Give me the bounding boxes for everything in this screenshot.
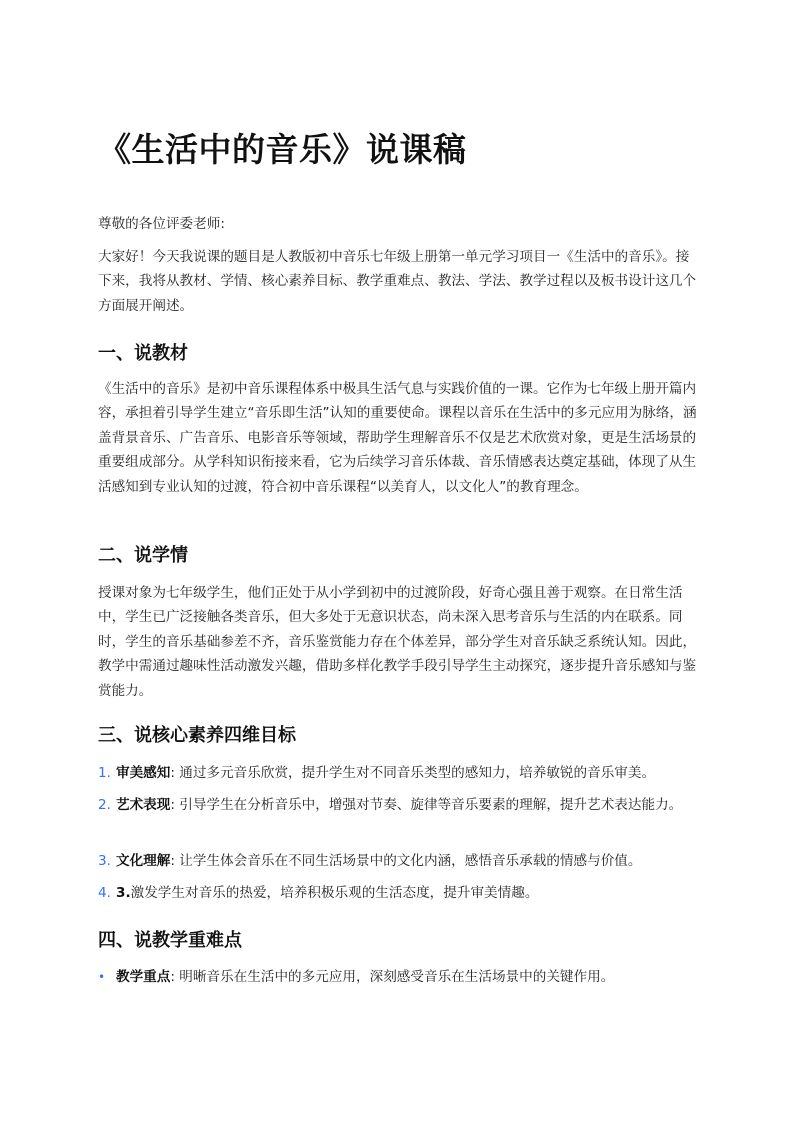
goal-list-item: 1. 审美感知: 通过多元音乐欣赏，提升学生对不同音乐类型的感知力，培养敏锐的音乐审美。 <box>98 761 698 785</box>
list-number: 4. <box>98 885 111 901</box>
list-number: 2. <box>98 797 111 813</box>
bullet-marker: • <box>98 970 106 984</box>
key-point-list-item: • 教学重点: 明晰音乐在生活中的多元应用，深刻感受音乐在生活场景中的关键作用。 <box>98 965 698 989</box>
section-heading-key-points: 四、说教学重难点 <box>98 930 242 951</box>
key-point-text: 明晰音乐在生活中的多元应用，深刻感受音乐在生活场景中的关键作用。 <box>174 969 615 985</box>
section-heading-students: 二、说学情 <box>98 545 188 566</box>
goal-label: 艺术表现 <box>116 797 171 813</box>
key-point-label: 教学重点 <box>116 969 171 985</box>
page-title: 《生活中的音乐》说课稿 <box>98 130 467 169</box>
section-heading-textbook: 一、说教材 <box>98 343 188 364</box>
goal-label: 文化理解 <box>116 853 171 869</box>
list-number: 3. <box>98 853 111 869</box>
goal-list-item: 3. 文化理解: 让学生体会音乐在不同生活场景中的文化内涵，感悟音乐承载的情感与价值。 <box>98 849 698 873</box>
goal-list-item: 2. 艺术表现: 引导学生在分析音乐中，增强对节奏、旋律等音乐要素的理解，提升艺术表达能力。 <box>98 793 698 817</box>
goal-text: 让学生体会音乐在不同生活场景中的文化内涵，感悟音乐承载的情感与价值。 <box>174 853 642 869</box>
goal-label: 3. <box>116 885 131 901</box>
greeting-paragraph: 尊敬的各位评委老师: <box>98 216 225 232</box>
goal-text: 引导学生在分析音乐中，增强对节奏、旋律等音乐要素的理解，提升艺术表达能力。 <box>174 797 683 813</box>
goal-list-item <box>98 881 698 905</box>
list-number: 1. <box>98 765 111 781</box>
goal-text: 激发学生对音乐的热爱，培养积极乐观的生活态度，提升审美情趣。 <box>130 885 539 901</box>
section-text-textbook: 《生活中的音乐》是初中音乐课程体系中极具生活气息与实践价值的一课。它作为七年级上册开篇内容，承担着引导学生建立“音乐即生活”认知的重要使命。课程以音乐在生活中的多元应用为脉络，涵盖背景音乐、广告音乐、电影音乐等领域，帮助学生理解音乐不仅是艺术欣赏对象，更是生活场景的重要组成部分。从学科知识衔接来看，它为后续学习音乐体裁、音乐情感表达奠定基础，体现了从生活感知到专业认知的过渡，符合初中音乐课程“以美育人，以文化人”的教育理念。 <box>98 381 697 495</box>
intro-paragraph: 大家好！今天我说课的题目是人教版初中音乐七年级上册第一单元学习项目一《生活中的音乐》。接下来，我将从教材、学情、核心素养目标、教学重难点、教法、学法、教学过程以及板书设计这几个方面展开阐述。 <box>98 249 697 314</box>
goal-label: 审美感知 <box>116 765 171 781</box>
section-text-students: 授课对象为七年级学生，他们正处于从小学到初中的过渡阶段，好奇心强且善于观察。在日常生活中，学生已广泛接触各类音乐，但大多处于无意识状态，尚未深入思考音乐与生活的内在联系。同时，学生的音乐基础参差不齐，音乐鉴赏能力存在个体差异，部分学生对音乐缺乏系统认知。因此，教学中需通过趣味性活动激发兴趣，借助多样化教学手段引导学生主动探究，逐步提升音乐感知与鉴赏能力。 <box>98 585 697 699</box>
goal-text: 通过多元音乐欣赏，提升学生对不同音乐类型的感知力，培养敏锐的音乐审美。 <box>174 765 656 781</box>
section-heading-goals: 三、说核心素养四维目标 <box>98 725 296 746</box>
